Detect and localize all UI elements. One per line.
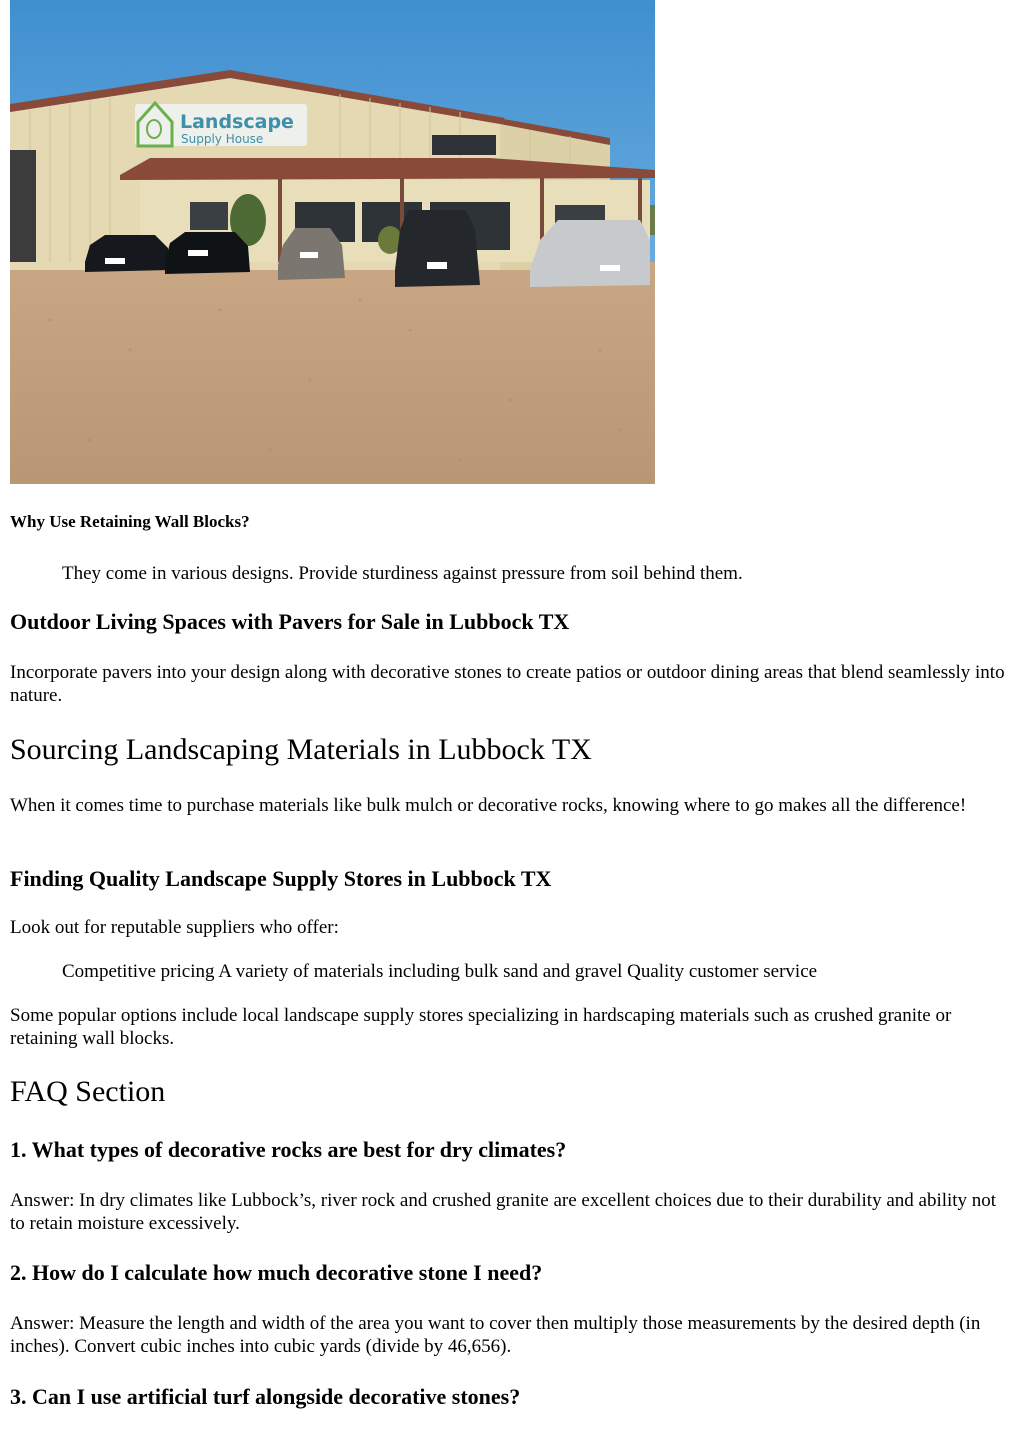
storefront-photo [10, 0, 655, 484]
faq-answer-2: Answer: Measure the length and width of the area you want to cover then multiply those measurements by the desired depth (in inches). Convert cubic inches into cubic yards (divide by 46,656). [10, 1313, 981, 1357]
faq-question-3: 3. Can I use artificial turf alongside decorative stones? [10, 1384, 521, 1409]
outdoor-living-text: Incorporate pavers into your design along with decorative stones to create patios or outdoor dining areas that blend seamlessly into nature. [10, 662, 1005, 706]
faq-heading: FAQ Section [10, 1075, 166, 1108]
why-retaining-heading: Why Use Retaining Wall Blocks? [10, 512, 250, 531]
why-retaining-item: They come in various designs. Provide sturdiness against pressure from soil behind them. [62, 563, 743, 584]
faq-question-2: 2. How do I calculate how much decorative stone I need? [10, 1260, 543, 1285]
finding-intro-text: Look out for reputable suppliers who offer: [10, 917, 339, 938]
outdoor-living-heading: Outdoor Living Spaces with Pavers for Sale in Lubbock TX [10, 609, 570, 634]
finding-stores-heading: Finding Quality Landscape Supply Stores in Lubbock TX [10, 866, 552, 891]
finding-list-item: Competitive pricing A variety of materials including bulk sand and gravel Quality customer service [62, 961, 818, 982]
sign-line-1: Landscape [180, 111, 294, 133]
sign-line-2: Supply House [181, 132, 264, 146]
sourcing-text: When it comes time to purchase materials like bulk mulch or decorative rocks, knowing where to go makes all the difference! [10, 795, 967, 816]
faq-answer-1: Answer: In dry climates like Lubbock’s, river rock and crushed granite are excellent choices due to their durability and ability not to retain moisture excessively. [10, 1190, 997, 1234]
popular-options-text: Some popular options include local landscape supply stores specializing in hardscaping materials such as crushed granite or retaining wall blocks. [10, 1005, 952, 1049]
sourcing-heading: Sourcing Landscaping Materials in Lubbock TX [10, 733, 592, 766]
faq-question-1: 1. What types of decorative rocks are best for dry climates? [10, 1137, 567, 1162]
